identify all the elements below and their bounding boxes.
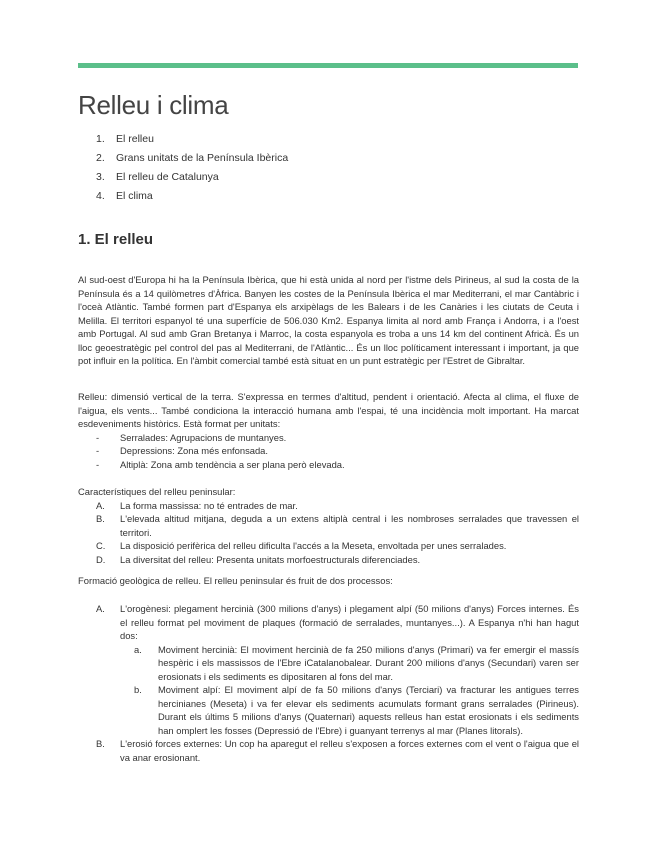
- sublist-item: [78, 643, 579, 684]
- list-item-text: Altiplà: Zona amb tendència a ser plana però elevada.: [120, 458, 345, 470]
- toc-number: 4.: [96, 190, 105, 202]
- list-item: [78, 602, 579, 737]
- list-marker: D.: [96, 553, 106, 565]
- toc-number: 1.: [96, 133, 105, 145]
- sublist-marker: b.: [134, 684, 142, 695]
- toc-label: El clima: [116, 190, 153, 202]
- section-heading: 1. El relleu: [78, 231, 154, 248]
- toc-number: 3.: [96, 171, 105, 183]
- list-item: [78, 553, 579, 567]
- bullet-marker: -: [96, 445, 100, 456]
- list-item-text: La diversitat del relleu: Presenta unitats morfoestructurals diferenciades.: [120, 553, 421, 565]
- list-item: [78, 499, 579, 513]
- list-item: [78, 458, 579, 472]
- caracteristiques-block: [78, 485, 579, 566]
- sublist-item-text: Moviment hercinià: El moviment hercinià de fa 250 milions d'anys (Primari) va fer emergir el massís hespèric i els massissos de l'Ebre iCatalanobalear. Durant 200 milions d'anys (Secundari) varen ser erosionats i els sediments es dipositaren al fons del mar.: [158, 643, 579, 682]
- list-item-text: L'orogènesi: plegament hercinià (300 milions d'anys) i plegament alpí (50 milions d'anys) Forces internes. És el relleu format pel moviment de plaques (formació de serralades, muntanyes...). A Espanya n'hi han hagut dos:: [120, 603, 579, 641]
- header-accent-bar: [78, 63, 578, 68]
- list-item-text: La forma massissa: no té entrades de mar.: [120, 499, 298, 511]
- bullet-marker: -: [96, 458, 100, 470]
- list-item-text: L'erosió forces externes: Un cop ha aparegut el relleu s'exposen a forces externes com el vent o l'aigua que el va anar erosionant.: [120, 738, 579, 763]
- formacio-title: Formació geològica de relleu. El relleu peninsular és fruit de dos processos:: [78, 575, 393, 586]
- toc-label: El relleu de Catalunya: [116, 171, 219, 183]
- toc-label: El relleu: [116, 133, 154, 145]
- toc-number: 2.: [96, 152, 105, 164]
- toc-item[interactable]: [96, 130, 288, 149]
- intro-block: [78, 273, 579, 368]
- formacio-block: [78, 602, 579, 764]
- list-marker: B.: [96, 513, 105, 524]
- list-item-text: La disposició perifèrica del relleu dificulta l'accés a la Meseta, envoltada per unes serralades.: [120, 540, 507, 551]
- list-marker: A.: [96, 499, 105, 511]
- table-of-contents: [96, 130, 288, 206]
- formacio-list: [78, 602, 579, 764]
- caracteristiques-list: [78, 499, 579, 567]
- list-marker: C.: [96, 540, 106, 551]
- intro-paragraph: Al sud-oest d'Europa hi ha la Península Ibèrica, que hi està unida al nord per l'istme dels Pirineus, al sud la costa de la Península és a 14 quilòmetres d'Àfrica. Banyen les costes de la Península Ibèrica el mar Mediterrani, el mar Cantàbric i l'oceà Atlàntic. També formen part d'Espanya els arxipèlags de les Balears i de les Canàries i les ciutats de Ceuta i Melilla. El territori espanyol té una superfície de 506.030 Km2. Espanya limita al nord amb França i Andorra, i a l'oest amb Portugal. Al sud amb Gran Bretanya i Marroc, la costa espanyola es troba a uns 14 km del continent Africà. És un lloc geoestratègic pel control del pas al Mediterrani, de l'Atlàntic... És un lloc políticament interessant i important, ja que pot influir en la política. En l'àmbit comercial també està situat en un punt estratègic per l'Estret de Gibraltar.: [78, 274, 579, 366]
- moviments-sublist: [120, 643, 579, 738]
- toc-item[interactable]: [96, 168, 288, 187]
- relleu-definition: Relleu: dimensió vertical de la terra. S'expressa en termes d'altitud, pendent i orientació. Afecta al clima, el fluxe de l'aigua, els vents... També condiciona la interacció humana amb l'espai, té una incidència molt important. Ha marcat esdeveniments històrics. Està format per unitats:: [78, 391, 579, 429]
- sublist-item: [78, 683, 579, 737]
- list-item: [78, 512, 579, 539]
- unitats-list: [78, 431, 579, 472]
- formacio-title-block: [78, 574, 579, 588]
- list-item-text: L'elevada altitud mitjana, deguda a un extens altiplà central i les nombroses serralades que travessen el territori.: [120, 513, 579, 538]
- list-marker: B.: [96, 738, 105, 749]
- sublist-marker: a.: [134, 643, 142, 655]
- list-item: [78, 431, 579, 445]
- toc-item[interactable]: [96, 149, 288, 168]
- list-item: [78, 444, 579, 458]
- list-item-text: Serralades: Agrupacions de muntanyes.: [120, 431, 287, 443]
- list-item: [78, 737, 579, 764]
- list-item-text: Depressions: Zona més enfonsada.: [120, 445, 268, 456]
- toc-label: Grans unitats de la Península Ibèrica: [116, 152, 289, 164]
- list-item: [78, 539, 579, 553]
- list-marker: A.: [96, 603, 105, 614]
- caracteristiques-title: Característiques del relleu peninsular:: [78, 486, 236, 497]
- page-title: Relleu i clima: [78, 90, 229, 120]
- bullet-marker: -: [96, 431, 100, 443]
- toc-item[interactable]: [96, 187, 288, 206]
- relleu-block: [78, 390, 579, 471]
- sublist-item-text: Moviment alpí: El moviment alpí de fa 50 milions d'anys (Terciari) va fracturar les antigues terres hercinianes (Meseta) i va fer elevar els sediments acumulats formant grans serralades (Pirineus). Durant els últims 5 milions d'anys (Quaternari) aquests relleus han estat erosionats i els sediments han omplert les fosses (Depressió de l'Ebre) i guanyant terrenys al mar (Planes litorals).: [158, 684, 579, 736]
